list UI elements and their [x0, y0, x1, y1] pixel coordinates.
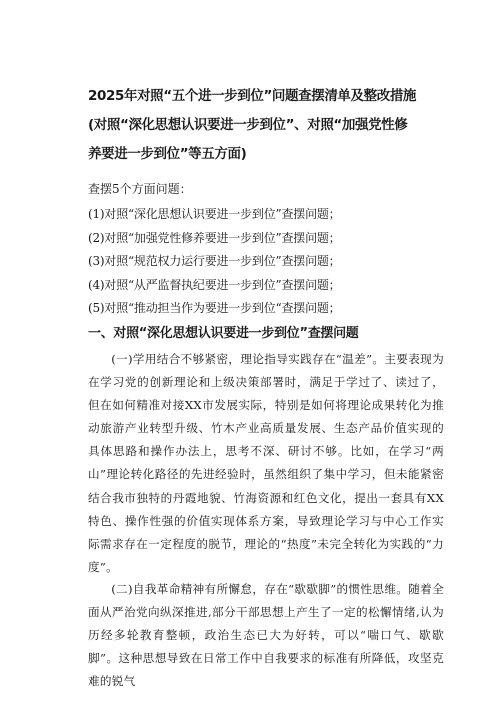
paragraph-2: (二)自我革命精神有所懈怠，存在“歇歇脚”的惯性思维。随着全面从严治党向纵深推进,部分干部思想上产生了一定的松懈情绪,认为历经多轮教育整顿，政治生态已大为好转，可以“喘口气、歇歇脚”。这种思想导致在日常工作中自我要求的标准有所降低，攻坚克难的锐气 [88, 582, 444, 689]
issue-item-4: (4)对照“从严监督执纪要进一步到位”查摆问题； [88, 277, 341, 292]
issues-intro: 查摆5个方面问题： [88, 182, 192, 196]
issues-list [88, 203, 340, 321]
section-heading-1: 一、对照“深化思想认识要进一步到位”查摆问题 [88, 326, 359, 341]
issue-item-3: (3)对照“规范权力运行要进一步到位”查摆问题； [88, 254, 341, 268]
paragraph-1: (一)学用结合不够紧密，理论指导实践存在“温差”。主要表现为在学习党的创新理论和上级决策部署时，满足于学过了、读过了，但在如何精准对接XX市发展实际，特别是如何将理论成果转化为推动旅游产业转型升级、竹木产业高质量发展、生态产品价值实现的具体思路和操作办法上，思考不深、研讨不够。比如，在学习“两山”理论转化路径的先进经验时，虽然组织了集中学习，但未能紧密结合我市独特的丹霞地貌、竹海资源和红色文化，提出一套具有XX特色、操作性强的价值实现体系方案，导致理论学习与中心工作实际需求存在一定程度的脱节，理论的“热度”未完全转化为实践的“力度”。 [88, 352, 444, 574]
document-title: 2025年对照“五个进一步到位”问题查摆清单及整改措施(对照“深化思想认识要进一步到位”、对照“加强党性修养要进一步到位”等五方面) [88, 88, 417, 162]
issue-item-1: (1)对照“深化思想认识要进一步到位”查摆问题； [88, 207, 341, 221]
issue-item-5: (5)对照“推动担当作为要进一步到位“查摆问题； [88, 301, 341, 315]
issue-item-2: (2)对照“加强党性修养要进一步到位”查摆问题； [88, 230, 341, 245]
